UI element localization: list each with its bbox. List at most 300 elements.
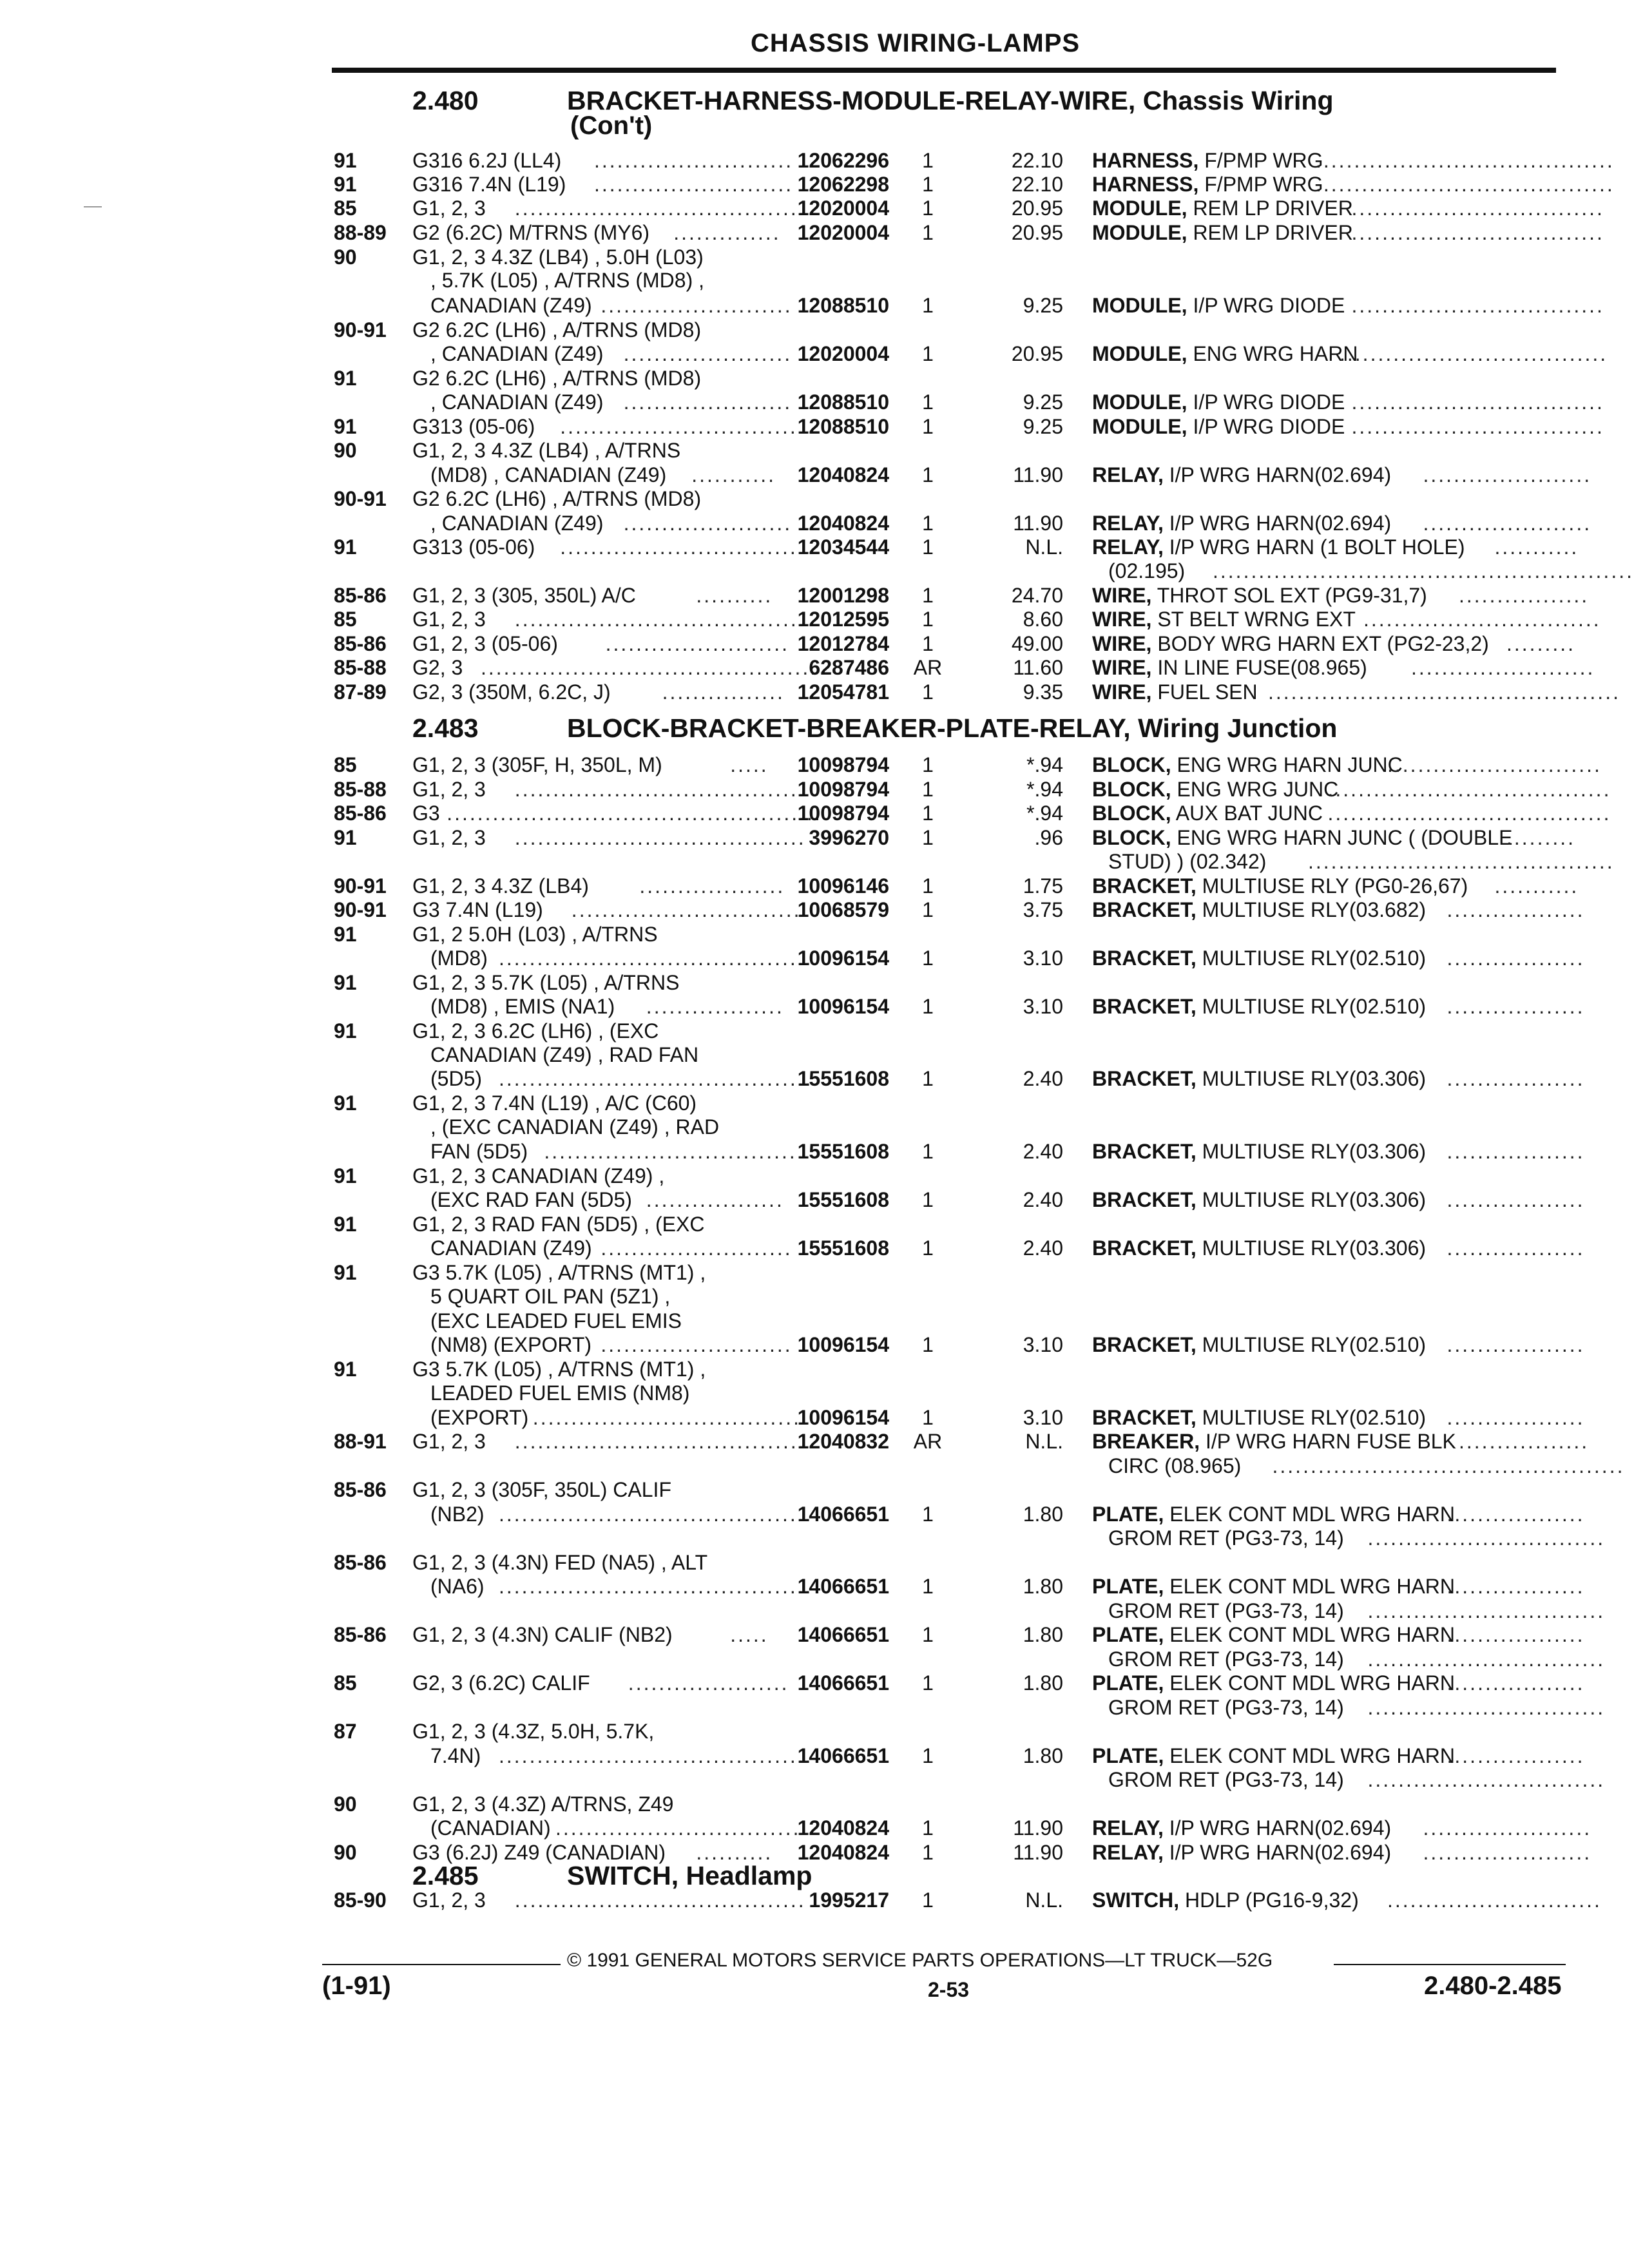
leader-dots: ................................. — [1351, 415, 1604, 438]
application-continued: 7.4N) — [430, 1744, 481, 1767]
part-number: 12088510 — [797, 294, 889, 317]
leader-dots: ....................................... — [1316, 173, 1615, 196]
table-row — [0, 268, 1629, 293]
leader-dots: ...................... — [623, 512, 793, 535]
part-name: MODULE, — [1092, 390, 1187, 414]
table-row — [0, 1212, 1629, 1236]
part-name: WIRE, — [1092, 632, 1152, 655]
model-years: 85 — [334, 197, 357, 220]
leader-dots: .................. — [1447, 1333, 1585, 1356]
price: 1.75 — [1023, 874, 1063, 898]
part-description — [1092, 631, 1489, 656]
part-number: 15551608 — [797, 1188, 889, 1211]
price: 9.25 — [1023, 294, 1063, 317]
leader-dots: .................. — [646, 1188, 784, 1211]
table-row — [0, 1187, 1629, 1212]
model-years: 90 — [334, 1841, 357, 1864]
quantity: 1 — [922, 512, 934, 535]
application-continued: , CANADIAN (Z49) — [430, 512, 604, 535]
part-detail: MULTIUSE RLY(02.510) — [1202, 995, 1427, 1018]
application: G313 (05-06) — [412, 415, 535, 438]
part-detail: REM LP DRIVER — [1193, 197, 1353, 220]
application-continued: (MD8) , CANADIAN (Z49) — [430, 463, 667, 486]
price: 9.25 — [1023, 415, 1063, 438]
footer-page-number: 2-53 — [928, 1978, 970, 2001]
table-row — [0, 1066, 1629, 1091]
quantity: 1 — [922, 608, 934, 631]
model-years: 91 — [334, 971, 357, 994]
leader-dots: .................. — [1447, 1406, 1585, 1429]
footer-rule-left — [322, 1964, 561, 1965]
part-number: 10096154 — [797, 1333, 889, 1356]
price: 3.10 — [1023, 1406, 1063, 1429]
leader-dots: ............................ — [1387, 753, 1602, 776]
leader-dots: ........................ — [605, 632, 789, 655]
price: 1.80 — [1023, 1575, 1063, 1598]
part-detail: MULTIUSE RLY (PG0-26,67) — [1202, 874, 1468, 898]
section-continued: (Con't) — [570, 111, 653, 140]
quantity: 1 — [922, 1333, 934, 1356]
part-name: PLATE, — [1092, 1503, 1164, 1526]
part-description — [1092, 293, 1345, 318]
part-number: 12062296 — [797, 149, 889, 172]
part-number: 1995217 — [809, 1888, 889, 1912]
leader-dots: ......................................... — [499, 1744, 813, 1767]
leader-dots: ................................................. — [447, 802, 822, 825]
application: G2, 3 (6.2C) CALIF — [412, 1671, 590, 1695]
application: G1, 2, 3 (305F, H, 350L, M) — [412, 753, 662, 776]
application-continued: (MD8) — [430, 947, 488, 970]
part-name: BRACKET, — [1092, 1333, 1197, 1356]
table-row — [0, 1622, 1629, 1647]
leader-dots: ...................... — [1423, 463, 1592, 486]
page-title: CHASSIS WIRING-LAMPS — [751, 29, 1081, 57]
price: *.94 — [1026, 753, 1063, 776]
part-description — [1092, 1816, 1391, 1840]
leader-dots: .............................. — [571, 898, 802, 921]
quantity: 1 — [922, 294, 934, 317]
part-number: 12088510 — [797, 390, 889, 414]
model-years: 85-86 — [334, 1623, 387, 1646]
table-row — [0, 1719, 1629, 1744]
application: G2 6.2C (LH6) , A/TRNS (MD8) — [412, 487, 702, 510]
part-number: 14066651 — [797, 1575, 889, 1598]
leader-dots: ...................................... — [514, 778, 806, 801]
part-detail: ST BELT WRNG EXT — [1157, 608, 1356, 631]
price: 2.40 — [1023, 1236, 1063, 1260]
footer-copyright: © 1991 GENERAL MOTORS SERVICE PARTS OPERATIONS—LT TRUCK—52G — [567, 1950, 1273, 1971]
table-row — [0, 196, 1629, 220]
part-detail: F/PMP WRG — [1204, 173, 1323, 196]
part-description — [1092, 511, 1391, 535]
leader-dots: .......................... — [594, 149, 794, 172]
quantity: AR — [913, 656, 943, 679]
part-description — [1092, 607, 1356, 631]
application-continued: , 5.7K (L05) , A/TRNS (MD8) , — [430, 269, 704, 292]
part-description — [1092, 172, 1323, 197]
quantity: 1 — [922, 632, 934, 655]
model-years: 91 — [334, 826, 357, 849]
quantity: 1 — [922, 874, 934, 898]
price: N.L. — [1025, 1430, 1063, 1453]
table-row — [0, 1164, 1629, 1188]
model-years: 91 — [334, 367, 357, 390]
leader-dots: .......... — [696, 1841, 773, 1864]
quantity: 1 — [922, 221, 934, 244]
part-detail: I/P WRG HARN(02.694) — [1169, 463, 1392, 486]
leader-dots: .................. — [1447, 1744, 1585, 1767]
part-detail: MULTIUSE RLY(02.510) — [1202, 1406, 1427, 1429]
part-detail: ENG WRG JUNC — [1177, 778, 1339, 801]
leader-dots: ...................... — [623, 390, 793, 414]
model-years: 85-90 — [334, 1888, 387, 1912]
part-detail: MULTIUSE RLY(02.510) — [1202, 947, 1427, 970]
model-years: 90 — [334, 1792, 357, 1816]
part-description — [1092, 994, 1426, 1019]
model-years: 87-89 — [334, 680, 387, 704]
application: G1, 2, 3 6.2C (LH6) , (EXC — [412, 1019, 659, 1043]
leader-dots: .................. — [1447, 1575, 1585, 1598]
footer-date: (1-91) — [322, 1972, 391, 2000]
application-continued: , (EXC CANADIAN (Z49) , RAD — [430, 1115, 720, 1139]
part-description — [1092, 801, 1323, 825]
model-years: 91 — [334, 415, 357, 438]
part-detail: ELEK CONT MDL WRG HARN — [1169, 1503, 1456, 1526]
leader-dots: ...................................... — [514, 1888, 806, 1912]
part-detail: I/P WRG DIODE — [1193, 415, 1345, 438]
application: G1, 2, 3 — [412, 826, 486, 849]
application: G2, 3 (350M, 6.2C, J) — [412, 680, 611, 704]
part-name: WIRE, — [1092, 608, 1152, 631]
part-detail: MULTIUSE RLY(02.510) — [1202, 1333, 1427, 1356]
leader-dots: .................. — [1447, 1067, 1585, 1090]
leader-dots: ....................................... — [1316, 149, 1615, 172]
table-row — [0, 1502, 1629, 1526]
leader-dots: ...................................... — [514, 1430, 806, 1453]
leader-dots: ......... — [1506, 826, 1576, 849]
part-number: 14066651 — [797, 1744, 889, 1767]
model-years: 91 — [334, 149, 357, 172]
quantity: 1 — [922, 1406, 934, 1429]
part-description-continued: GROM RET (PG3-73, 14) — [1108, 1696, 1344, 1719]
part-description — [1092, 1066, 1426, 1091]
leader-dots: .............................................. — [1268, 680, 1620, 704]
application: G2 6.2C (LH6) , A/TRNS (MD8) — [412, 318, 702, 341]
leader-dots: ............................... — [1363, 608, 1601, 631]
quantity: 1 — [922, 802, 934, 825]
table-row — [0, 1236, 1629, 1260]
table-row — [0, 220, 1629, 245]
application-continued: (MD8) , EMIS (NA1) — [430, 995, 615, 1018]
part-detail: I/P WRG HARN(02.694) — [1169, 1841, 1392, 1864]
application-continued: (EXC LEADED FUEL EMIS — [430, 1309, 682, 1332]
leader-dots: ..................................... — [1327, 778, 1611, 801]
quantity: 1 — [922, 342, 934, 365]
table-row — [0, 1671, 1629, 1695]
leader-dots: .................. — [1447, 995, 1585, 1018]
leader-dots: ...................................... — [514, 608, 806, 631]
table-row — [0, 1091, 1629, 1115]
quantity: 1 — [922, 415, 934, 438]
application: G3 5.7K (L05) , A/TRNS (MT1) , — [412, 1261, 706, 1284]
section-number: 2.480 — [412, 86, 479, 115]
leader-dots: ........................................ — [1308, 850, 1615, 873]
application-continued: (EXC RAD FAN (5D5) — [430, 1188, 632, 1211]
quantity: 1 — [922, 1067, 934, 1090]
section-title: BLOCK-BRACKET-BREAKER-PLATE-RELAY, Wiring Junction — [567, 713, 1338, 743]
application: G316 7.4N (L19) — [412, 173, 566, 196]
quantity: 1 — [922, 1623, 934, 1646]
part-detail: AUX BAT JUNC — [1175, 802, 1323, 825]
part-number: 15551608 — [797, 1140, 889, 1163]
part-description — [1092, 1502, 1455, 1526]
part-name: RELAY, — [1092, 512, 1164, 535]
leader-dots: ......................................... — [499, 1503, 813, 1526]
leader-dots: .................. — [1447, 1140, 1585, 1163]
part-description — [1092, 1332, 1426, 1357]
part-name: MODULE, — [1092, 294, 1187, 317]
part-description — [1092, 148, 1323, 173]
application-continued: (NM8) (EXPORT) — [430, 1333, 592, 1356]
part-name: PLATE, — [1092, 1671, 1164, 1695]
application-continued: FAN (5D5) — [430, 1140, 528, 1163]
quantity: 1 — [922, 753, 934, 776]
leader-dots: .................. — [1447, 1671, 1585, 1695]
part-number: 12020004 — [797, 197, 889, 220]
table-row — [0, 825, 1629, 850]
part-detail: I/P WRG HARN(02.694) — [1169, 1816, 1392, 1840]
part-name: BRACKET, — [1092, 995, 1197, 1018]
application-continued: (NA6) — [430, 1575, 485, 1598]
part-name: BRACKET, — [1092, 1406, 1197, 1429]
leader-dots: ..... — [730, 1623, 769, 1646]
model-years: 85 — [334, 753, 357, 776]
price: 20.95 — [1011, 342, 1063, 365]
table-row — [0, 946, 1629, 970]
part-description-continued: GROM RET (PG3-73, 14) — [1108, 1768, 1344, 1791]
table-row — [0, 631, 1629, 656]
model-years: 90-91 — [334, 487, 387, 510]
part-detail: ENG WRG HARN — [1193, 342, 1358, 365]
part-name: MODULE, — [1092, 415, 1187, 438]
table-row — [0, 511, 1629, 535]
table-row — [0, 318, 1629, 342]
part-description — [1092, 655, 1367, 680]
application: G3 (6.2J) Z49 (CANADIAN) — [412, 1841, 666, 1864]
leader-dots: ............................... — [1367, 1648, 1606, 1671]
part-detail: MULTIUSE RLY(03.682) — [1202, 898, 1427, 921]
application-continued: (CANADIAN) — [430, 1816, 551, 1840]
section-heading-2485 — [412, 1861, 812, 1891]
leader-dots: ............................................ — [481, 656, 818, 679]
part-number: 12012784 — [797, 632, 889, 655]
table-row — [0, 1744, 1629, 1768]
leader-dots: ......................... — [601, 1333, 793, 1356]
model-years: 85 — [334, 608, 357, 631]
table-row — [0, 970, 1629, 995]
price: *.94 — [1026, 778, 1063, 801]
application: G1, 2, 3 5.7K (L05) , A/TRNS — [412, 971, 680, 994]
part-detail: IN LINE FUSE(08.965) — [1157, 656, 1367, 679]
part-description — [1092, 463, 1391, 487]
application: G316 6.2J (LL4) — [412, 149, 562, 172]
part-name: BRACKET, — [1092, 947, 1197, 970]
model-years: 91 — [334, 535, 357, 559]
part-detail: MULTIUSE RLY(03.306) — [1202, 1067, 1427, 1090]
part-detail: F/PMP WRG — [1204, 149, 1323, 172]
price: 3.10 — [1023, 947, 1063, 970]
price: 1.80 — [1023, 1671, 1063, 1695]
part-description — [1092, 1405, 1426, 1430]
leader-dots: .......................... — [594, 173, 794, 196]
leader-dots: .................................... — [532, 1406, 809, 1429]
part-name: BLOCK, — [1092, 826, 1171, 849]
application: G1, 2, 3 — [412, 1888, 486, 1912]
part-description — [1092, 1236, 1426, 1260]
part-number: 15551608 — [797, 1236, 889, 1260]
part-name: BRACKET, — [1092, 874, 1197, 898]
application: G1, 2, 3 4.3Z (LB4) — [412, 874, 589, 898]
application: G1, 2, 3 (4.3Z, 5.0H, 5.7K, — [412, 1720, 655, 1743]
leader-dots: ................................. — [1351, 390, 1604, 414]
model-years: 88-91 — [334, 1430, 387, 1453]
table-row — [0, 535, 1629, 559]
part-number: 12062298 — [797, 173, 889, 196]
footer-rule-right — [1334, 1964, 1566, 1965]
quantity: 1 — [922, 826, 934, 849]
table-row — [0, 1309, 1629, 1333]
application-continued: LEADED FUEL EMIS (NM8) — [430, 1381, 690, 1405]
part-name: BRACKET, — [1092, 1067, 1197, 1090]
price: 11.90 — [1013, 1816, 1063, 1840]
price: 22.10 — [1011, 173, 1063, 196]
table-row — [0, 1550, 1629, 1575]
part-description — [1092, 898, 1426, 922]
application: G2 6.2C (LH6) , A/TRNS (MD8) — [412, 367, 702, 390]
part-description-continued: STUD) ) (02.342) — [1108, 850, 1267, 873]
part-number: 10098794 — [797, 778, 889, 801]
part-detail: MULTIUSE RLY(03.306) — [1202, 1140, 1427, 1163]
leader-dots: .............................................. — [1272, 1454, 1625, 1477]
part-name: BRACKET, — [1092, 1140, 1197, 1163]
application: G1, 2, 3 — [412, 1430, 486, 1453]
part-description — [1092, 680, 1258, 704]
quantity: 1 — [922, 898, 934, 921]
leader-dots: ......................... — [601, 294, 793, 317]
leader-dots: ...................................... — [514, 826, 806, 849]
leader-dots: ........... — [1494, 874, 1579, 898]
leader-dots: ................................. — [1351, 221, 1604, 244]
section-heading-2480 — [412, 86, 1334, 116]
price: 11.90 — [1013, 512, 1063, 535]
price: 20.95 — [1011, 221, 1063, 244]
model-years: 88-89 — [334, 221, 387, 244]
table-row — [0, 390, 1629, 414]
quantity: 1 — [922, 1671, 934, 1695]
leader-dots: ................................ — [555, 1816, 801, 1840]
part-detail: I/P WRG HARN(02.694) — [1169, 512, 1392, 535]
part-name: BLOCK, — [1092, 778, 1171, 801]
application: G1, 2 5.0H (L03) , A/TRNS — [412, 923, 658, 946]
part-number: 3996270 — [809, 826, 889, 849]
application-continued: , CANADIAN (Z49) — [430, 390, 604, 414]
leader-dots: ............................... — [1367, 1696, 1606, 1719]
leader-dots: .............. — [673, 221, 781, 244]
part-number: 12040824 — [797, 512, 889, 535]
quantity: 1 — [922, 1503, 934, 1526]
table-row — [0, 1019, 1629, 1043]
leader-dots: .......... — [696, 584, 773, 607]
table-row — [0, 1454, 1629, 1478]
leader-dots: .................. — [1447, 898, 1585, 921]
application-continued: (NB2) — [430, 1503, 485, 1526]
quantity: 1 — [922, 1188, 934, 1211]
part-detail: REM LP DRIVER — [1193, 221, 1353, 244]
table-row — [0, 172, 1629, 197]
part-description — [1092, 825, 1512, 850]
part-name: RELAY, — [1092, 1841, 1164, 1864]
table-row — [0, 1115, 1629, 1139]
price: 24.70 — [1011, 584, 1063, 607]
part-detail: MULTIUSE RLY(03.306) — [1202, 1236, 1427, 1260]
part-number: 10096154 — [797, 947, 889, 970]
quantity: AR — [913, 1430, 943, 1453]
part-name: PLATE, — [1092, 1744, 1164, 1767]
leader-dots: ................................. — [1351, 294, 1604, 317]
table-row — [0, 583, 1629, 608]
part-description — [1092, 341, 1358, 366]
part-number: 10098794 — [797, 753, 889, 776]
part-name: PLATE, — [1092, 1623, 1164, 1646]
part-name: MODULE, — [1092, 197, 1187, 220]
part-detail: I/P WRG HARN (1 BOLT HOLE) — [1169, 535, 1465, 559]
table-row — [0, 438, 1629, 463]
model-years: 90-91 — [334, 318, 387, 341]
model-years: 87 — [334, 1720, 357, 1743]
leader-dots: ......................... — [601, 1236, 793, 1260]
application-continued: CANADIAN (Z49) — [430, 294, 592, 317]
part-name: WIRE, — [1092, 680, 1152, 704]
price: *.94 — [1026, 802, 1063, 825]
model-years: 85-86 — [334, 632, 387, 655]
table-row — [0, 1043, 1629, 1067]
part-detail: ELEK CONT MDL WRG HARN — [1169, 1744, 1456, 1767]
part-description — [1092, 777, 1338, 802]
price: 1.80 — [1023, 1623, 1063, 1646]
model-years: 91 — [334, 1261, 357, 1284]
model-years: 91 — [334, 173, 357, 196]
part-name: PLATE, — [1092, 1575, 1164, 1598]
price: 2.40 — [1023, 1140, 1063, 1163]
table-row — [0, 849, 1629, 874]
model-years: 85-88 — [334, 778, 387, 801]
model-years: 90 — [334, 439, 357, 462]
part-name: BRACKET, — [1092, 1188, 1197, 1211]
leader-dots: ................. — [1459, 1430, 1590, 1453]
leader-dots: .................. — [1447, 1503, 1585, 1526]
table-row — [0, 148, 1629, 173]
price: 8.60 — [1023, 608, 1063, 631]
price: 11.90 — [1013, 463, 1063, 486]
leader-dots: ............................... — [1367, 1599, 1606, 1622]
application: G3 5.7K (L05) , A/TRNS (MT1) , — [412, 1358, 706, 1381]
part-detail: ELEK CONT MDL WRG HARN — [1169, 1575, 1456, 1598]
part-name: HARNESS, — [1092, 173, 1199, 196]
leader-dots: .................. — [1447, 1623, 1585, 1646]
model-years: 90-91 — [334, 898, 387, 921]
price: 2.40 — [1023, 1067, 1063, 1090]
quantity: 1 — [922, 1888, 934, 1912]
